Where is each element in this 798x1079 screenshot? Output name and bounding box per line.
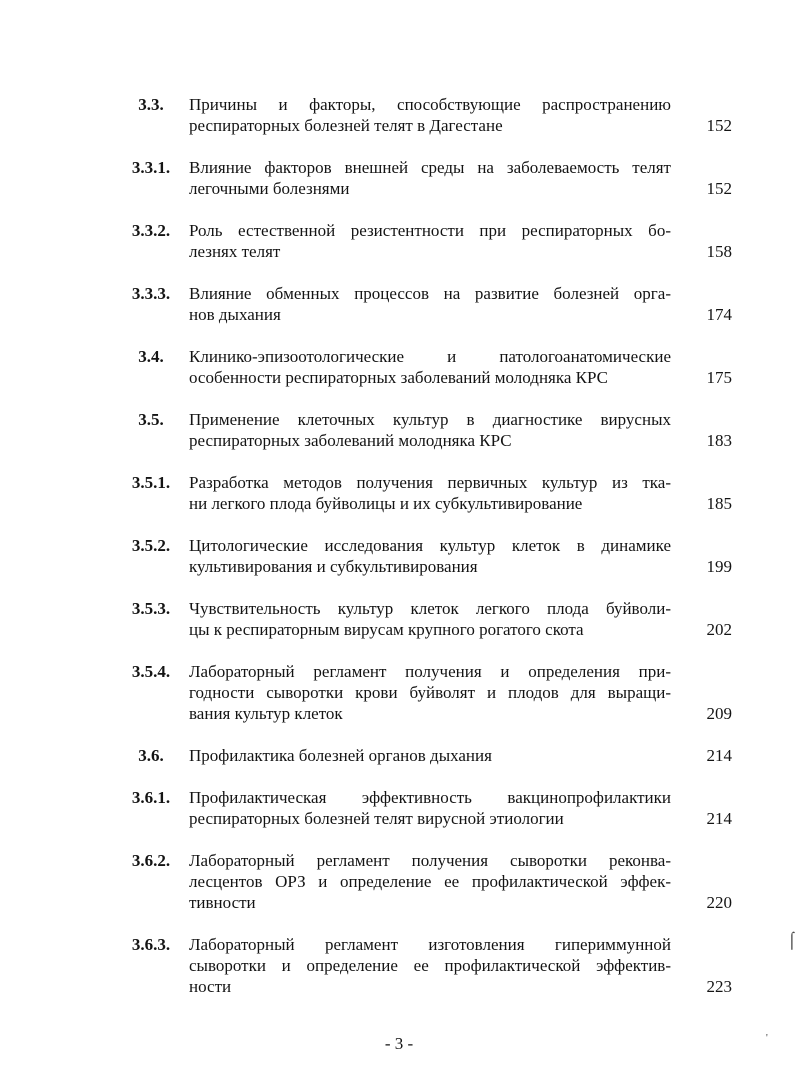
toc-entry-page-number: 174 <box>706 305 732 324</box>
toc-entry-title-line: респираторных болезней телят вирусной этиологии <box>189 809 564 828</box>
toc-entry-page-number: 152 <box>706 179 732 198</box>
toc-entry-page-number: 158 <box>706 242 732 261</box>
toc-entry-title-line: ни легкого плода буйволицы и их субкультивирование <box>189 494 583 513</box>
toc-entry-title-line: Цитологические исследования культур клеток в динамике <box>189 536 671 555</box>
toc-entry-number: 3.4. <box>138 347 164 366</box>
toc-entry-page-number: 220 <box>706 893 732 912</box>
toc-entry-title-line: сыворотки и определение ее профилактической эффектив- <box>189 956 671 975</box>
toc-entry-title <box>189 472 671 514</box>
toc-entry-number: 3.3. <box>138 95 164 114</box>
toc-entry-title-line: Разработка методов получения первичных культур из тка- <box>189 473 671 492</box>
toc-entry-page-number: 152 <box>706 116 732 135</box>
toc-entry-number: 3.3.1. <box>131 158 171 177</box>
toc-entry-title-line: Профилактическая эффективность вакцинопрофилактики <box>189 788 671 807</box>
toc-entry-number: 3.5.3. <box>131 599 171 618</box>
toc-entry-title-line: респираторных заболеваний молодняка КРС <box>189 431 512 450</box>
toc-entry-number: 3.5. <box>138 410 164 429</box>
toc-entry-title-line: Роль естественной резистентности при респираторных бо- <box>189 221 671 240</box>
toc-entry-title-line: культивирования и субкультивирования <box>189 557 478 576</box>
toc-entry-title-line: Причины и факторы, способствующие распространению <box>189 95 671 114</box>
toc-entry-title <box>189 745 671 766</box>
toc-entry-number: 3.5.4. <box>131 662 171 681</box>
toc-entry-title-line: цы к респираторным вирусам крупного рогатого скота <box>189 620 584 639</box>
toc-entry-title <box>189 283 671 325</box>
toc-entry-title-line: лезнях телят <box>189 242 281 261</box>
toc-entry-title-line: Лабораторный регламент изготовления гипериммунной <box>189 935 671 954</box>
toc-entry-title-line: Влияние обменных процессов на развитие болезней орга- <box>189 284 671 303</box>
toc-entry-page-number: 183 <box>706 431 732 450</box>
toc-entry-title-line: респираторных болезней телят в Дагестане <box>189 116 503 135</box>
page-number-footer: - 3 - <box>384 1034 414 1053</box>
scan-artifact: ⌠ <box>787 932 797 949</box>
toc-entry-title-line: особенности респираторных заболеваний молодняка КРС <box>189 368 609 387</box>
toc-entry-number: 3.3.3. <box>131 284 171 303</box>
toc-entry-title <box>189 409 671 451</box>
toc-entry-title-line: лесцентов ОРЗ и определение ее профилактической эффек- <box>189 872 671 891</box>
toc-entry-title-line: Лабораторный регламент получения и определения при- <box>189 662 671 681</box>
toc-entry-page-number: 214 <box>706 746 732 765</box>
toc-entry-title-line: тивности <box>189 893 256 912</box>
toc-entry-title <box>189 787 671 829</box>
toc-entry-title-line: вания культур клеток <box>189 704 343 723</box>
toc-entry-title <box>189 535 671 577</box>
toc-entry-page-number: 199 <box>706 557 732 576</box>
toc-entry-title-line: Применение клеточных культур в диагностике вирусных <box>189 410 671 429</box>
toc-entry-number: 3.6.2. <box>131 851 171 870</box>
toc-entry-title-line: ности <box>189 977 232 996</box>
toc-entry-title <box>189 598 671 640</box>
toc-entry-title <box>189 94 671 136</box>
toc-entry-number: 3.6. <box>138 746 164 765</box>
toc-entry-number: 3.5.1. <box>131 473 171 492</box>
toc-entry-page-number: 185 <box>706 494 732 513</box>
toc-entry-title-line: Лабораторный регламент получения сыворотки реконва- <box>189 851 671 870</box>
toc-entry-page-number: 214 <box>706 809 732 828</box>
toc-entry-title-line: Влияние факторов внешней среды на заболеваемость телят <box>189 158 671 177</box>
toc-entry-number: 3.5.2. <box>131 536 171 555</box>
toc-entry-title <box>189 157 671 199</box>
toc-entry-page-number: 209 <box>706 704 732 723</box>
toc-entry-page-number: 223 <box>706 977 732 996</box>
toc-entry-page-number: 202 <box>706 620 732 639</box>
toc-entry-title-line: годности сыворотки крови буйволят и плодов для выращи- <box>189 683 671 702</box>
toc-entry-number: 3.3.2. <box>131 221 171 240</box>
toc-entry-title <box>189 850 671 913</box>
toc-entry-title-line: Чувствительность культур клеток легкого плода буйволи- <box>189 599 671 618</box>
toc-entry-title <box>189 346 671 388</box>
toc-entry-title <box>189 220 671 262</box>
toc-entry-title-line: нов дыхания <box>189 305 281 324</box>
toc-entry-title-line: легочными болезнями <box>189 179 350 198</box>
toc-entry-title <box>189 661 671 724</box>
toc-entry-number: 3.6.3. <box>131 935 171 954</box>
toc-entry-number: 3.6.1. <box>131 788 171 807</box>
toc-entry-title <box>189 934 671 997</box>
toc-entry-title-line: Профилактика болезней органов дыхания <box>189 746 492 765</box>
toc-entry-page-number: 175 <box>706 368 732 387</box>
toc-entry-title-line: Клинико-эпизоотологические и патологоанатомические <box>189 347 671 366</box>
scan-artifact: ' <box>766 1033 768 1044</box>
